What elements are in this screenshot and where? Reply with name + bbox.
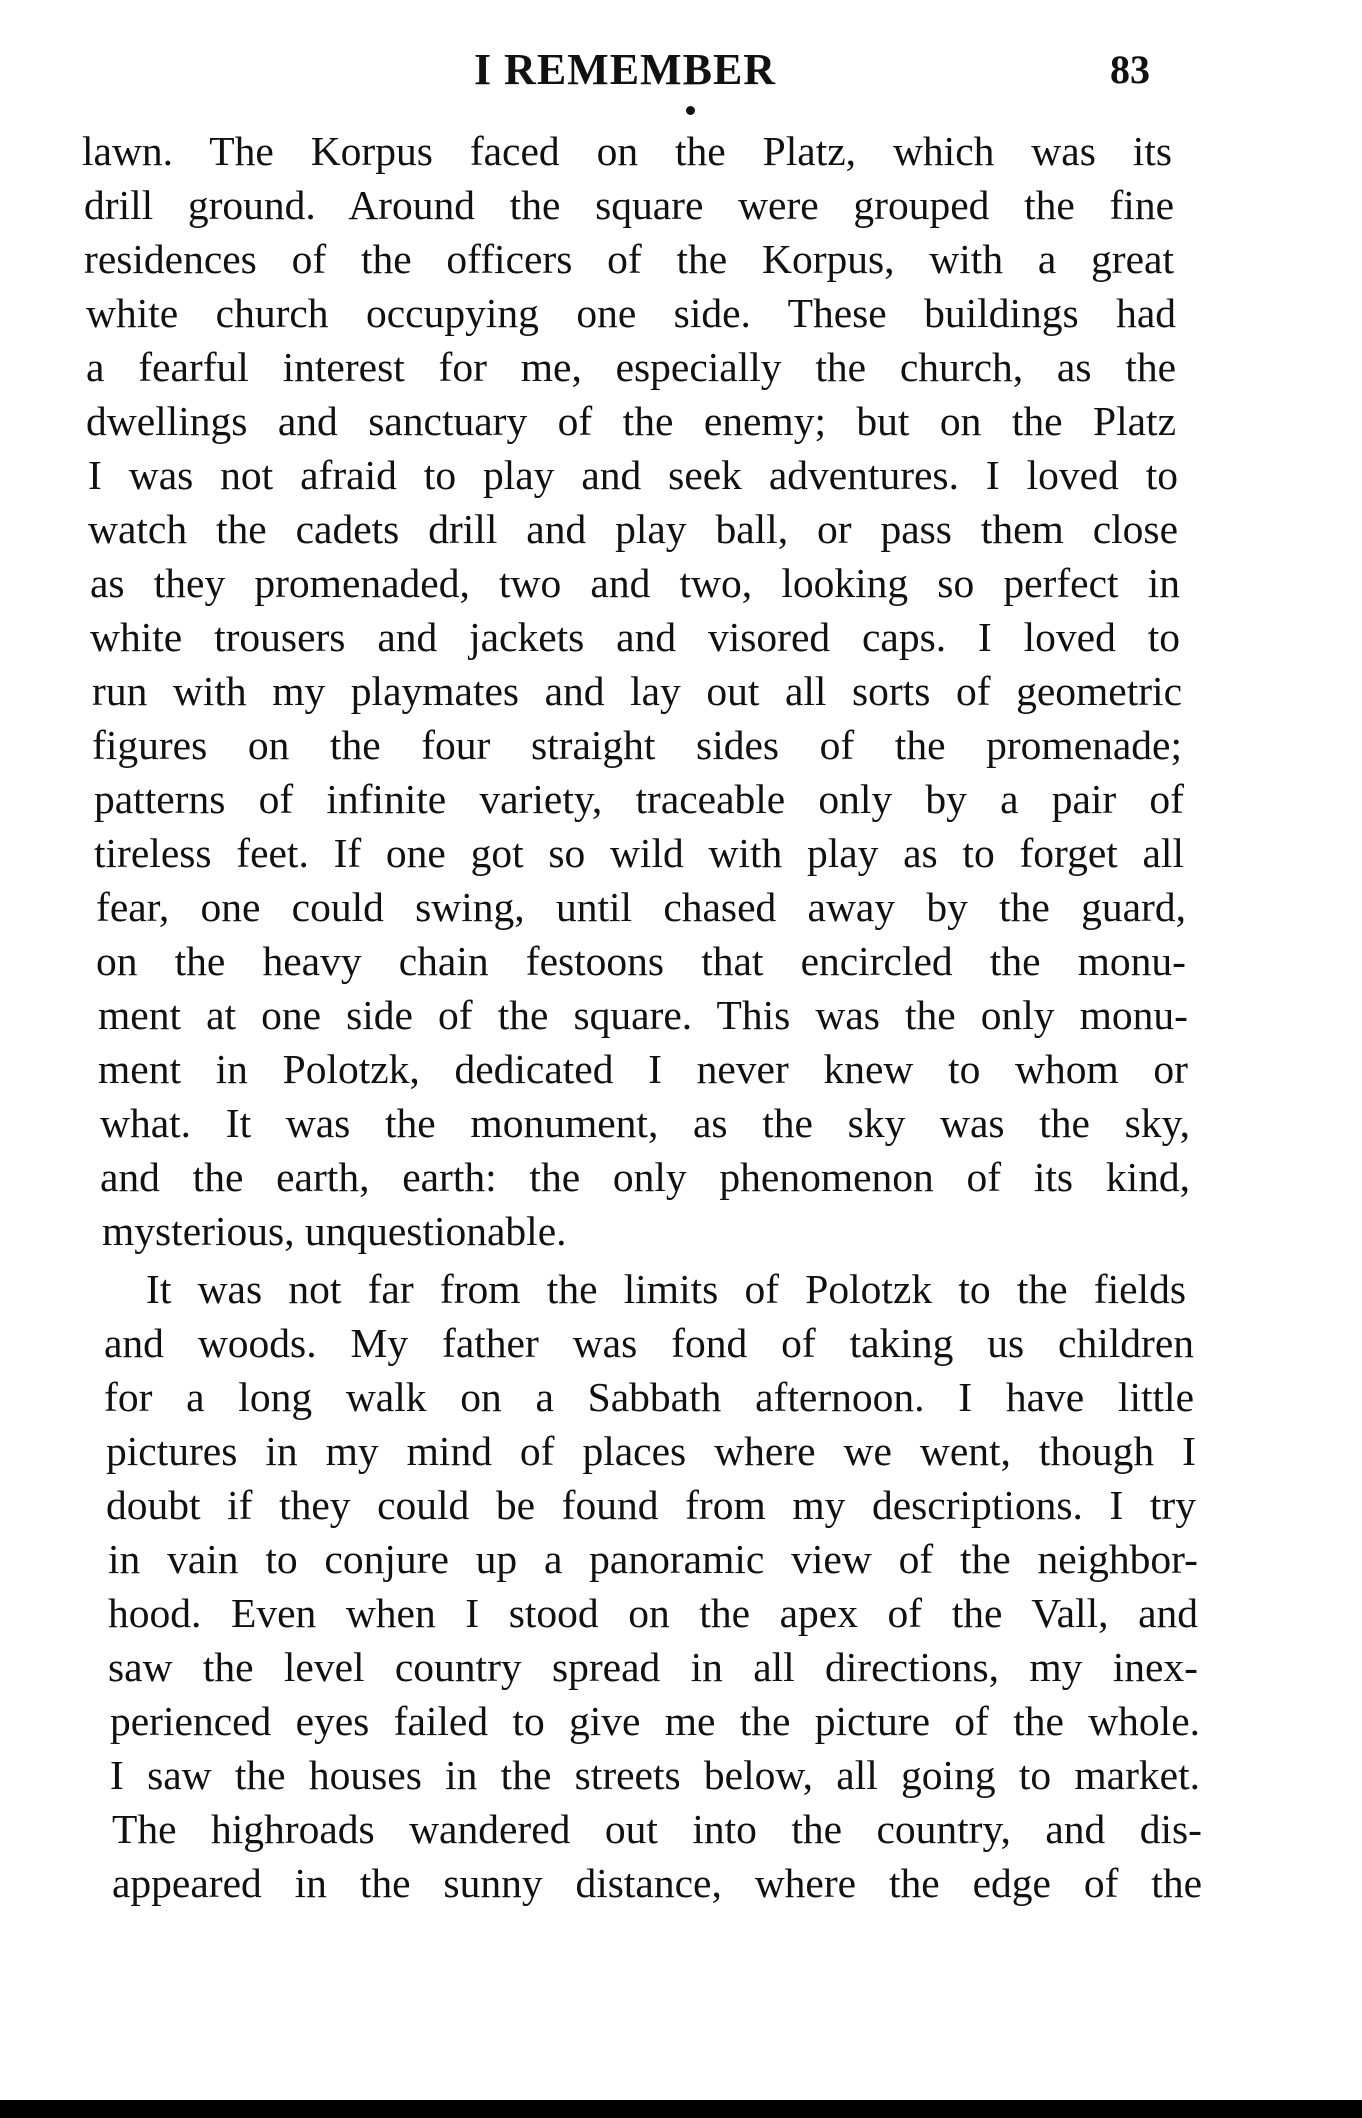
text-line: mysterious, unquestionable. [102, 1208, 567, 1254]
running-title: I REMEMBER [473, 45, 777, 94]
text-line: drill ground. Around the square were grouped the fine [84, 182, 1174, 228]
text-line: in vain to conjure up a panoramic view of the neighbor- [108, 1536, 1198, 1582]
text-line: saw the level country spread in all directions, my inex- [108, 1644, 1198, 1690]
text-line: dwellings and sanctuary of the enemy; but on the Platz [86, 398, 1176, 444]
text-line: lawn. The Korpus faced on the Platz, which was its [82, 128, 1172, 174]
text-line: watch the cadets drill and play ball, or pass them close [88, 506, 1178, 552]
text-line: and the earth, earth: the only phenomenon of its kind, [100, 1154, 1190, 1200]
header-ornament-dot [686, 106, 695, 115]
running-header [0, 40, 1362, 100]
text-line: for a long walk on a Sabbath afternoon. I have little [104, 1374, 1194, 1420]
text-line: I saw the houses in the streets below, all going to market. [110, 1752, 1200, 1798]
text-line: I was not afraid to play and seek adventures. I loved to [88, 452, 1178, 498]
text-line: on the heavy chain festoons that encircled the monu- [96, 938, 1186, 984]
text-line: run with my playmates and lay out all sorts of geometric [92, 668, 1182, 714]
text-line: appeared in the sunny distance, where the edge of the [112, 1860, 1202, 1906]
text-line: figures on the four straight sides of the promenade; [92, 722, 1182, 768]
text-line: patterns of infinite variety, traceable only by a pair of [94, 776, 1184, 822]
text-line: white trousers and jackets and visored caps. I loved to [90, 614, 1180, 660]
text-line: The highroads wandered out into the country, and dis- [112, 1806, 1202, 1852]
scan-bottom-border [0, 2100, 1362, 2118]
text-line: ment in Polotzk, dedicated I never knew to whom or [98, 1046, 1188, 1092]
text-line: what. It was the monument, as the sky was the sky, [100, 1100, 1190, 1146]
text-line: and woods. My father was fond of taking us children [104, 1320, 1194, 1366]
text-line: fear, one could swing, until chased away by the guard, [96, 884, 1186, 930]
text-line: doubt if they could be found from my descriptions. I try [106, 1482, 1196, 1528]
paragraph-first-line: It was not far from the limits of Polotzk to the fields [146, 1266, 1186, 1312]
text-line: pictures in my mind of places where we went, though I [106, 1428, 1196, 1474]
text-line: white church occupying one side. These buildings had [86, 290, 1176, 336]
text-line: residences of the officers of the Korpus, with a great [84, 236, 1174, 282]
text-line: tireless feet. If one got so wild with play as to forget all [94, 830, 1184, 876]
page-number: 83 [1110, 47, 1150, 92]
text-line: a fearful interest for me, especially the church, as the [86, 344, 1176, 390]
text-line: perienced eyes failed to give me the picture of the whole. [110, 1698, 1200, 1744]
text-line: ment at one side of the square. This was the only monu- [98, 992, 1188, 1038]
text-line: hood. Even when I stood on the apex of the Vall, and [108, 1590, 1198, 1636]
text-line: as they promenaded, two and two, looking so perfect in [90, 560, 1180, 606]
